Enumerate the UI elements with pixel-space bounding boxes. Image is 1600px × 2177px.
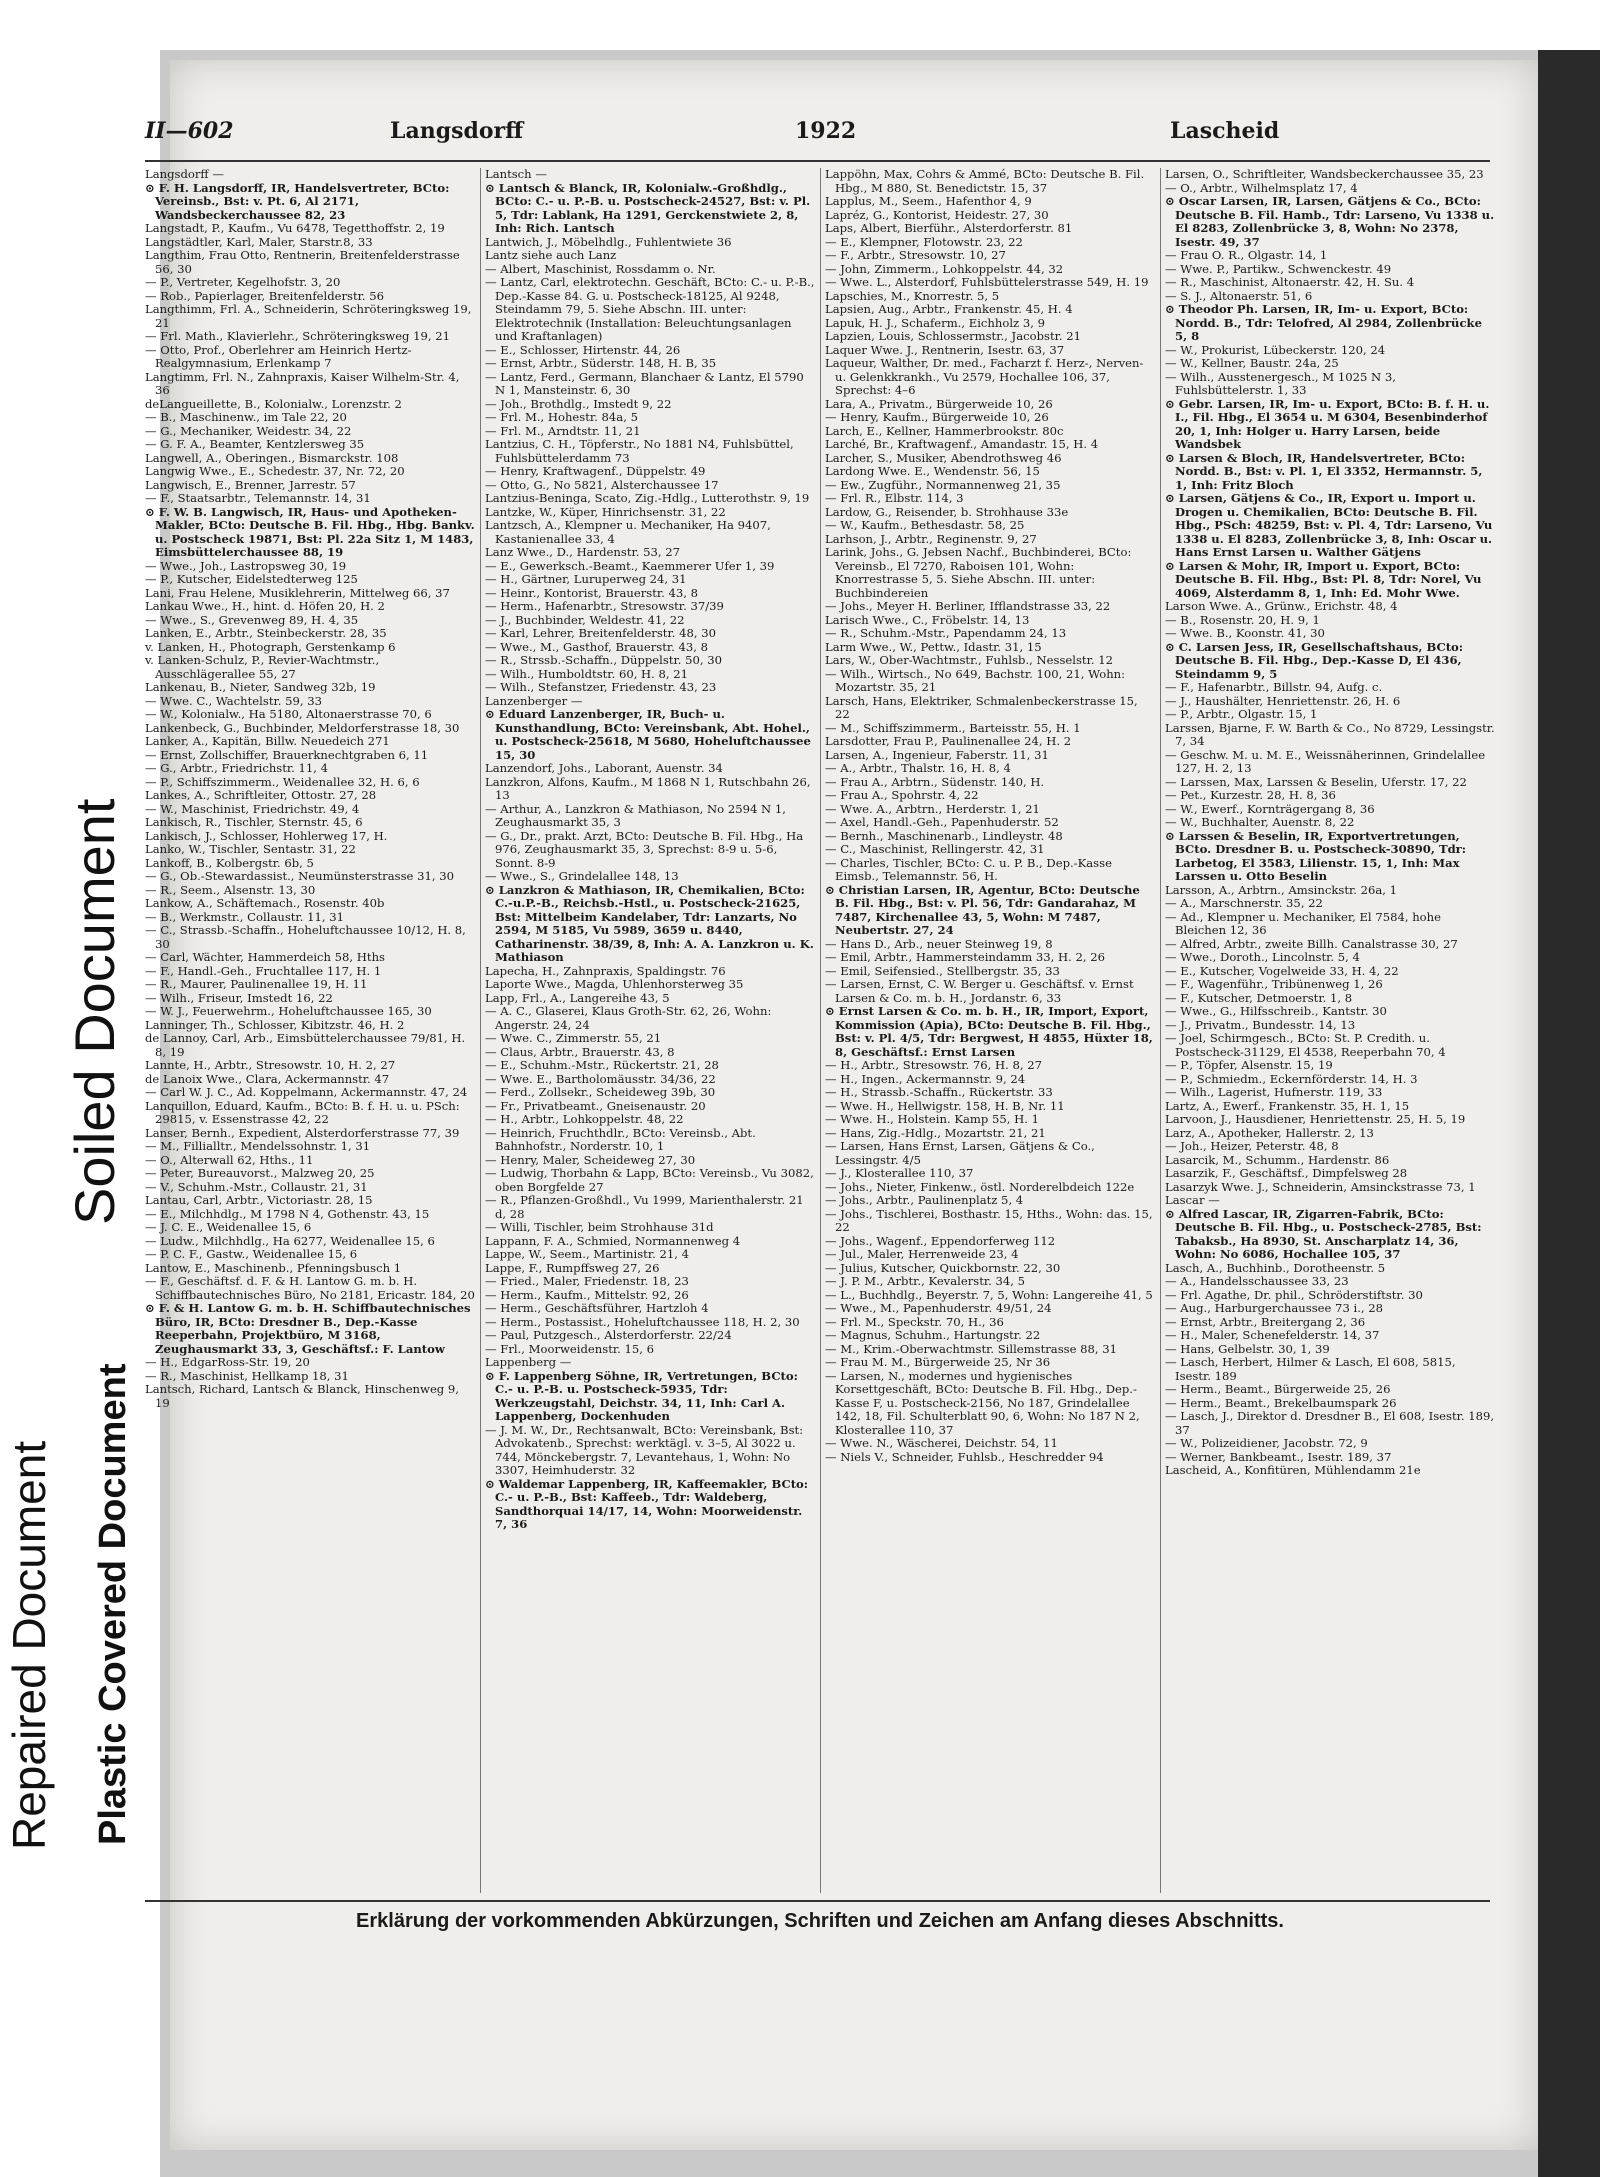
directory-entry: — Rob., Papierlager, Breitenfelderstr. 56: [145, 288, 385, 303]
directory-entry: Larsen, O., Schriftleiter, Wandsbeckerchaussee 35, 23: [1165, 168, 1484, 181]
directory-entry: ⊙ Oscar Larsen, IR, Larsen, Gätjens & Co., BCto: Deutsche B. Fil. Hamb., Tdr: Larseno, Vu 1338 u. El 8283, Zollenbrücke 3, 8, Wohn: No 2378, Isestr. 49, 37: [1165, 194, 1495, 249]
directory-entry: — Henry, Kraftwagenf., Düppelstr. 49: [485, 464, 706, 478]
directory-entry: — Werner, Bankbeamt., Isestr. 189, 37: [1165, 1449, 1392, 1464]
directory-entry: — J., Privatm., Bundesstr. 14, 13: [1165, 1017, 1356, 1032]
directory-entry: — Wwe. A., Arbtrn., Herderstr. 1, 21: [825, 801, 1040, 816]
directory-entry: — Ludwig, Thorbahn & Lapp, BCto: Vereinsb., Vu 3082, oben Borgfelde 27: [485, 1166, 814, 1194]
directory-entry: Lasarzyk Wwe. J., Schneiderin, Amsinckstrasse 73, 1: [1165, 1179, 1476, 1194]
directory-entry: Lapzien, Louis, Schlossermstr., Jacobstr. 21: [825, 329, 1081, 343]
directory-entry: ⊙ Larssen & Beselin, IR, Exportvertretungen, BCto. Dresdner B. u. Postscheck-30890, Tdr: Larbetog, El 3583, Lilienstr. 15, 1, Inh: Max Larssen u. Otto Beselin: [1165, 828, 1467, 883]
directory-entry: — W., Kolonialw., Ha 5180, Altonaerstrasse 70, 6: [145, 707, 432, 721]
directory-entry: Lapréz, G., Kontorist, Heidestr. 27, 30: [825, 207, 1049, 222]
directory-entry: Lappöhn, Max, Cohrs & Ammé, BCto: Deutsche B. Fil. Hbg., M 880, St. Benedictstr. 15, 37: [825, 168, 1145, 195]
directory-entry: Lantzius-Beninga, Scato, Zig.-Hdlg., Lutterothstr. 9, 19: [485, 491, 810, 505]
directory-entry: — Niels V., Schneider, Fuhlsb., Heschredder 94: [825, 1449, 1104, 1464]
directory-entry: — Wilh., Humboldtstr. 60, H. 8, 21: [485, 666, 689, 681]
directory-entry: — E., Milchhdlg., M 1798 N 4, Gothenstr. 43, 15: [145, 1206, 430, 1221]
directory-entry: — Wwe. P., Partikw., Schwenckestr. 49: [1165, 261, 1392, 276]
directory-entry: — Herm., Kaufm., Mittelstr. 92, 26: [485, 1287, 689, 1302]
directory-entry: — Larsen, Ernst, C. W. Berger u. Geschäftsf. v. Ernst Larsen & Co. m. b. H., Jordanstr. 6, 33: [825, 977, 1134, 1005]
directory-entry: — W., Polizeidiener, Jacobstr. 72, 9: [1165, 1436, 1368, 1450]
directory-entry: — Ernst, Arbtr., Süderstr. 148, H. B, 35: [485, 356, 717, 370]
directory-entry: — G., Ob.-Stewardassist., Neumünsterstrasse 31, 30: [145, 869, 454, 883]
directory-entry: — Wwe. C., Wachtelstr. 59, 33: [145, 693, 322, 708]
directory-entry: de Lanoix Wwe., Clara, Ackermannstr. 47: [145, 1071, 390, 1086]
directory-entry: — Johs., Arbtr., Paulinenplatz 5, 4: [825, 1193, 1024, 1207]
directory-entry: — Frl. M., Hohestr. 84a, 5: [485, 410, 638, 424]
directory-entry: Larsdotter, Frau P., Paulinenallee 24, H. 2: [825, 734, 1072, 748]
directory-entry: — G., Dr., prakt. Arzt, BCto: Deutsche B. Fil. Hbg., Ha 976, Zeughausmarkt 35, 3, Sprechst: 8-9 u. 5-6, Sonnt. 8-9: [485, 828, 804, 870]
directory-entry: — Herm., Hafenarbtr., Stresowstr. 37/39: [485, 599, 724, 613]
directory-entry: — W., Ewerf., Kornträgergang 8, 36: [1165, 801, 1375, 816]
directory-entry: ⊙ Lanzkron & Mathiason, IR, Chemikalien, BCto: C.-u.P.-B., Reichsb.-Hstl., u. Postscheck-21625, Bst: Mittelbeim Kandelaber, Tdr: Lanzarts, No 2594, M 5185, Vu 5989, 3659 u. 8440, Catharinenstr. 38/39, 8, Inh: A. A. Lanzkron u. K. Mathiason: [485, 882, 814, 964]
directory-entry: — Wwe., G., Hilfsschreib., Kantstr. 30: [1165, 1004, 1387, 1018]
directory-entry: v. Lanken-Schulz, P., Revier-Wachtmstr., Ausschlägerallee 55, 27: [145, 653, 380, 681]
directory-entry: — Fr., Privatbeamt., Gneisenaustr. 20: [485, 1098, 706, 1113]
directory-entry: Langthimm, Frl. A., Schneiderin, Schröteringksweg 19, 21: [145, 302, 472, 330]
directory-entry: — R., Seem., Alsenstr. 13, 30: [145, 882, 316, 897]
directory-entry: — Otto, Prof., Oberlehrer am Heinrich Hertz-Realgymnasium, Erlenkamp 7: [145, 342, 412, 370]
directory-entry: ⊙ Theodor Ph. Larsen, IR, Im- u. Export, BCto: Nordd. B., Tdr: Telofred, Al 2984, Zollenbrücke 5, 8: [1165, 302, 1482, 343]
directory-entry: Larché, Br., Kraftwagenf., Amandastr. 15, H. 4: [825, 437, 1099, 451]
directory-entry: Larvoon, J., Hausdiener, Henriettenstr. 25, H. 5, 19: [1165, 1112, 1466, 1126]
directory-entry: v. Lanken, H., Photograph, Gerstenkamp 6: [145, 639, 396, 654]
directory-entry: Lantwich, J., Möbelhdlg., Fuhlentwiete 36: [485, 234, 732, 249]
header-rule: [145, 160, 1490, 162]
directory-entry: ⊙ F. & H. Lantow G. m. b. H. Schiffbautechnisches Büro, IR, BCto: Dresdner B., Dep.-Kasse Reeperbahn, Projektbüro, M 3168, Zeughausmarkt 33, 3, Geschäftsf.: F. Lantow: [145, 1301, 471, 1356]
column-divider: [1160, 168, 1161, 1893]
directory-entry: — Wwe., M., Papenhuderstr. 49/51, 24: [825, 1301, 1052, 1315]
directory-entry: — Wwe. L., Alsterdorf, Fuhlsbüttelerstrasse 549, H. 19: [825, 275, 1149, 289]
directory-entry: — H., Maler, Schenefelderstr. 14, 37: [1165, 1328, 1380, 1342]
directory-entry: Langthim, Frau Otto, Rentnerin, Breitenfelderstrasse 56, 30: [145, 248, 460, 276]
scan-dark-edge: [1538, 50, 1600, 2177]
directory-entry: Lankau Wwe., H., hint. d. Höfen 20, H. 2: [145, 599, 385, 613]
directory-entry: Larsson, A., Arbtrn., Amsinckstr. 26a, 1: [1165, 882, 1398, 897]
directory-entry: Lantau, Carl, Arbtr., Victoriastr. 28, 15: [145, 1193, 373, 1207]
footer-note: Erklärung der vorkommenden Abkürzungen, Schriften und Zeichen am Anfang dieses Abschnitts.: [356, 1910, 1284, 1932]
directory-entry: ⊙ F. H. Langsdorff, IR, Handelsvertreter, BCto: Vereinsb., Bst: v. Pt. 6, Al 2171, Wandsbeckerchaussee 82, 23: [145, 180, 450, 222]
directory-entry: — Johs., Nieter, Finkenw., östl. Norderelbdeich 122e: [825, 1179, 1135, 1194]
column-divider: [820, 168, 821, 1893]
directory-entry: Lascheid, A., Konfitüren, Mühlendamm 21e: [1165, 1463, 1421, 1477]
directory-entry: — Frl. M., Speckstr. 70, H., 36: [825, 1314, 1004, 1329]
directory-entry: Lapuk, H. J., Schaferm., Eichholz 3, 9: [825, 315, 1045, 330]
directory-entry: — Wilh., Ausstenergesch., M 1025 N 3, Fuhlsbüttelerstr. 1, 33: [1165, 369, 1396, 397]
directory-entry: — Fried., Maler, Friedenstr. 18, 23: [485, 1274, 689, 1288]
directory-entry: Lara, A., Privatm., Bürgerweide 10, 26: [825, 396, 1053, 411]
directory-entry: — P. C. F., Gastw., Weidenallee 15, 6: [145, 1247, 358, 1261]
directory-entry: — W., Kellner, Baustr. 24a, 25: [1165, 356, 1339, 370]
directory-entry: Laquer Wwe. J., Rentnerin, Isestr. 63, 37: [825, 342, 1065, 357]
directory-entry: — Wilh., Wirtsch., No 649, Bachstr. 100, 21, Wohn: Mozartstr. 35, 21: [825, 666, 1126, 694]
directory-entry: ⊙ Larsen, Gätjens & Co., IR, Export u. Import u. Drogen u. Chemikalien, BCto: Deutsche B. Fil. Hbg., PSch: 48259, Bst: v. Pl. 4, Tdr: Larseno, Vu 1338 u. El 8283, Zollenbrücke 3, 8, Inh: Oscar u. Hans Ernst Larsen u. Walther Gätjens: [1165, 491, 1493, 559]
directory-entry: Laqueur, Walther, Dr. med., Facharzt f. Herz-, Nerven- u. Gelenkkrankh., Vu 2579, Hochallee 106, 37, Sprechst: 4–6: [825, 356, 1144, 397]
directory-entry: — E., Schuhm.-Mstr., Rückertstr. 21, 28: [485, 1058, 719, 1072]
directory-entry: Lapp, Frl., A., Langereihe 43, 5: [485, 990, 670, 1005]
directory-entry: Lanzenberger —: [485, 693, 583, 708]
soiled-document-label: Soiled Document: [63, 798, 126, 1225]
directory-entry: — B., Werkmstr., Collaustr. 11, 31: [145, 909, 344, 924]
directory-entry: — O., Alterwall 62, Hths., 11: [145, 1152, 314, 1167]
directory-entry: — Frl. Agathe, Dr. phil., Schröderstiftstr. 30: [1165, 1287, 1423, 1302]
directory-entry: — J. C. E., Weidenallee 15, 6: [145, 1220, 312, 1234]
directory-entry: — J., Klosterallee 110, 37: [825, 1166, 974, 1180]
directory-entry: Lantzke, W., Küper, Hinrichsenstr. 31, 22: [485, 504, 726, 519]
directory-entry: ⊙ Christian Larsen, IR, Agentur, BCto: Deutsche B. Fil. Hbg., Bst: v. Pl. 56, Tdr: Gandarahaz, M 7487, Kirchenallee 43, 5, Wohn: M 7487, Neubertstr. 27, 24: [825, 882, 1140, 937]
directory-entry: — E., Gewerksch.-Beamt., Kaemmerer Ufer 1, 39: [485, 558, 775, 573]
directory-entry: Larcher, S., Musiker, Abendrothsweg 46: [825, 450, 1062, 465]
directory-entry: — F., Geschäftsf. d. F. & H. Lantow G. m. b. H. Schiffbautechnisches Büro, No 2181, Ericastr. 184, 20: [145, 1274, 475, 1302]
directory-entry: — Ernst, Zollschiffer, Brauerknechtgraben 6, 11: [145, 747, 429, 762]
directory-entry: — Otto, G., No 5821, Alsterchaussee 17: [485, 477, 719, 492]
directory-entry: ⊙ Larsen & Bloch, IR, Handelsvertreter, BCto: Nordd. B., Bst: v. Pl. 1, El 3352, Hermannstr. 5, 1, Inh: Fritz Bloch: [1165, 450, 1483, 492]
directory-entry: — Wwe. H., Hellwigstr. 158, H. B, Nr. 11: [825, 1098, 1065, 1113]
directory-entry: ⊙ Ernst Larsen & Co. m. b. H., IR, Import, Export, Kommission (Apia), BCto: Deutsche B. Fil. Hbg., Bst: v. Pl. 4/5, Tdr: Bergwest, H 4855, Hüxter 18, 8, Geschäftsf.: Ernst Larsen: [825, 1004, 1153, 1059]
directory-entry: — Larsen, Hans Ernst, Larsen, Gätjens & Co., Lessingstr. 4/5: [825, 1139, 1095, 1167]
directory-entry: — Emil, Seifensied., Stellbergstr. 35, 33: [825, 963, 1060, 978]
directory-entry: — Ludw., Milchhdlg., Ha 6277, Weidenallee 15, 6: [145, 1233, 435, 1248]
directory-entry: — P., Vertreter, Kegelhofstr. 3, 20: [145, 275, 341, 289]
directory-entry: — P., Töpfer, Alsenstr. 15, 19: [1165, 1058, 1333, 1072]
directory-entry: Lankisch, R., Tischler, Sternstr. 45, 6: [145, 815, 363, 829]
directory-entry: Laps, Albert, Bierführ., Alsterdorferstr. 81: [825, 221, 1073, 235]
directory-entry: Lappe, W., Seem., Martinistr. 21, 4: [485, 1247, 689, 1261]
directory-entry: — F., Staatsarbtr., Telemannstr. 14, 31: [145, 491, 371, 505]
directory-entry: — Frl. Math., Klavierlehr., Schröteringksweg 19, 21: [145, 329, 451, 343]
directory-entry: — P., Kutscher, Eidelstedterweg 125: [145, 572, 358, 586]
directory-entry: — Magnus, Schuhm., Hartungstr. 22: [825, 1328, 1041, 1342]
directory-entry: — R., Maschinist, Altonaerstr. 42, H. Su. 4: [1165, 275, 1415, 289]
column-divider: [480, 168, 481, 1893]
header-first-entry: Langsdorff: [390, 118, 524, 144]
directory-entry: Lanzendorf, Johs., Laborant, Auenstr. 34: [485, 761, 723, 775]
directory-entry: Lasarcik, M., Schumm., Hardenstr. 86: [1165, 1152, 1390, 1167]
directory-entry: — A., Handelsschaussee 33, 23: [1165, 1274, 1349, 1288]
directory-entry: Larsch, Hans, Elektriker, Schmalenbeckerstrasse 15, 22: [825, 693, 1138, 721]
page-header: [145, 118, 1500, 152]
directory-entry: Lankenau, B., Nieter, Sandweg 32b, 19: [145, 680, 376, 694]
directory-entry: — Johs., Meyer H. Berliner, Ifflandstrasse 33, 22: [825, 599, 1111, 613]
directory-entry: — Ferd., Zollsekr., Scheideweg 39b, 30: [485, 1085, 716, 1099]
directory-entry: — Claus, Arbtr., Brauerstr. 43, 8: [485, 1044, 675, 1059]
directory-entry: — R., Maschinist, Hellkamp 18, 31: [145, 1368, 349, 1383]
directory-entry: — Joh., Brothdlg., Imstedt 9, 22: [485, 396, 672, 411]
directory-entry: — J. P. M., Arbtr., Kevalerstr. 34, 5: [825, 1274, 1025, 1288]
directory-entry: — Joh., Heizer, Peterstr. 48, 8: [1165, 1139, 1339, 1153]
directory-entry: — J., Buchbinder, Weldestr. 41, 22: [485, 612, 685, 627]
directory-entry: — Emil, Arbtr., Hammersteindamm 33, H. 2, 26: [825, 950, 1106, 964]
directory-entry: — R., Pflanzen-Großhdl., Vu 1999, Marienthalerstr. 21 d, 28: [485, 1193, 804, 1221]
directory-entry: Lantzius, C. H., Töpferstr., No 1881 N4, Fuhlsbüttel, Fuhlsbüttelerdamm 73: [485, 437, 794, 465]
directory-entry: — J., Haushälter, Henriettenstr. 26, H. 6: [1165, 693, 1401, 708]
directory-entry: — G. F. A., Beamter, Kentzlersweg 35: [145, 437, 365, 451]
directory-entry: — Bernh., Maschinenarb., Lindleystr. 48: [825, 828, 1063, 843]
directory-entry: — J. M. W., Dr., Rechtsanwalt, BCto: Vereinsbank, Bst: Advokatenb., Sprechst: werktägl. v. 3–5, Al 3022 u. 744, Mönckebergstr. 7, Levantehaus, 1, Wohn: No 3307, Heimhuderstr. 32: [485, 1422, 804, 1477]
directory-entry: Lankoff, B., Kolbergstr. 6b, 5: [145, 855, 314, 870]
directory-entry: — W. J., Feuerwehrm., Hoheluftchaussee 165, 30: [145, 1004, 432, 1018]
directory-entry: Larsen, A., Ingenieur, Faberstr. 11, 31: [825, 747, 1049, 762]
directory-entry: — Wwe., M., Gasthof, Brauerstr. 43, 8: [485, 639, 709, 654]
directory-entry: Larson Wwe. A., Grünw., Erichstr. 48, 4: [1165, 599, 1398, 613]
directory-entry: Lankenbeck, G., Buchbinder, Meldorferstrasse 18, 30: [145, 720, 460, 735]
directory-entry: — G., Arbtr., Friedrichstr. 11, 4: [145, 761, 329, 775]
directory-entry: — Larsen, N., modernes und hygienisches Korsettgeschäft, BCto: Deutsche B. Fil. Hbg., Dep.-Kasse F, u. Postscheck-2156, No 187, Grindelallee 142, 18, Fil. Schulterblatt 90, 6, Wohn: No 187 N 2, Klosterallee 110, 37: [825, 1368, 1140, 1437]
directory-entry: — Wwe. N., Wäscherei, Deichstr. 54, 11: [825, 1436, 1058, 1450]
directory-entry: ⊙ C. Larsen Jess, IR, Gesellschaftshaus, BCto: Deutsche B. Fil. Hbg., Dep.-Kasse D, El 436, Steindamm 9, 5: [1165, 639, 1464, 681]
directory-entry: Lardong Wwe. E., Wendenstr. 56, 15: [825, 464, 1040, 478]
directory-entry: — Paul, Putzgesch., Alsterdorferstr. 22/24: [485, 1328, 732, 1342]
directory-entry: — Charles, Tischler, BCto: C. u. P. B., Dep.-Kasse Eimsb., Telemannstr. 56, H.: [825, 855, 1112, 883]
directory-entry: — Frau O. R., Olgastr. 14, 1: [1165, 248, 1328, 262]
directory-entry: ⊙ Eduard Lanzenberger, IR, Buch- u. Kunsthandlung, BCto: Vereinsbank, Abt. Hohel., u. Postscheck-25618, M 5680, Hoheluftchaussee 15, 30: [485, 707, 811, 762]
directory-entry: — Lantz, Carl, elektrotechn. Geschäft, BCto: C.- u. P.-B., Dep.-Kasse 84. G. u. Postscheck-18125, Al 9248, Steindamm 79, 5. Siehe Abschn. III. unter: Elektrotechnik (Installation: Beleuchtungsanlagen und Kraftanlagen): [485, 275, 815, 343]
directory-entry: Lapplus, M., Seem., Hafenthor 4, 9: [825, 194, 1032, 208]
directory-entry: — R., Strssb.-Schaffn., Düppelstr. 50, 30: [485, 653, 723, 667]
directory-entry: Lantsch —: [485, 168, 547, 181]
directory-entry: — L., Buchhdlg., Beyerstr. 7, 5, Wohn: Langereihe 41, 5: [825, 1287, 1153, 1302]
directory-entry: Larssen, Bjarne, F. W. Barth & Co., No 8729, Lessingstr. 7, 34: [1165, 720, 1495, 748]
directory-entry: — Wilh., Friseur, Imstedt 16, 22: [145, 990, 333, 1005]
directory-entry: — M., Schiffszimmerm., Barteisstr. 55, H. 1: [825, 720, 1081, 735]
directory-entry: — S. J., Altonaerstr. 51, 6: [1165, 288, 1313, 303]
directory-entry: Lartz, A., Ewerf., Frankenstr. 35, H. 1, 15: [1165, 1098, 1410, 1113]
directory-column-1: [145, 168, 475, 1893]
directory-entry: — Frau A., Spohrstr. 4, 22: [825, 788, 979, 802]
directory-entry: ⊙ F. Lappenberg Söhne, IR, Vertretungen, BCto: C.- u. P.-B. u. Postscheck-5935, Tdr: Werkzeugstahl, Deichstr. 34, 11, Inh: Carl A. Lappenberg, Dockenhuden: [485, 1368, 798, 1423]
directory-entry: ⊙ F. W. B. Langwisch, IR, Haus- und Apotheken-Makler, BCto: Deutsche B. Fil. Hbg., Hbg. Bankv. u. Postscheck 19871, Bst: Pl. 22a Sitz 1, M 1483, Eimsbüttelerchaussee 88, 19: [145, 504, 475, 559]
directory-entry: — H., Gärtner, Luruperweg 24, 31: [485, 572, 687, 586]
directory-entry: — Geschw. M. u. M. E., Weissnäherinnen, Grindelallee 127, H. 2, 13: [1165, 747, 1486, 775]
directory-entry: — P., Schmiedm., Eckernförderstr. 14, H. 3: [1165, 1071, 1418, 1086]
directory-entry: Langsdorff —: [145, 168, 224, 181]
directory-entry: Lankow, A., Schäftemach., Rosenstr. 40b: [145, 896, 385, 910]
directory-entry: — F., Handl.-Geh., Fruchtallee 117, H. 1: [145, 963, 382, 978]
directory-entry: — A. C., Glaserei, Klaus Groth-Str. 62, 26, Wohn: Angerstr. 24, 24: [485, 1004, 772, 1032]
directory-entry: Lannte, H., Arbtr., Stresowstr. 10, H. 2, 27: [145, 1058, 396, 1072]
directory-entry: — Herm., Geschäftsführer, Hartzloh 4: [485, 1301, 709, 1315]
directory-entry: — Wwe. E., Bartholomäusstr. 34/36, 22: [485, 1071, 716, 1086]
directory-entry: Lantow, E., Maschinenb., Pfenningsbusch 1: [145, 1260, 402, 1275]
directory-entry: Lapschies, M., Knorrestr. 5, 5: [825, 288, 1000, 303]
directory-entry: Larisch Wwe., C., Fröbelstr. 14, 13: [825, 612, 1030, 627]
directory-entry: — Axel, Handl.-Geh., Papenhuderstr. 52: [825, 815, 1059, 829]
directory-entry: — F., Arbtr., Stresowstr. 10, 27: [825, 248, 1006, 262]
directory-entry: Lanzkron, Alfons, Kaufm., M 1868 N 1, Rutschbahn 26, 13: [485, 774, 811, 802]
directory-entry: Lani, Frau Helene, Musiklehrerin, Mittelweg 66, 37: [145, 585, 450, 600]
directory-entry: — Wilh., Lagerist, Hufnerstr. 119, 33: [1165, 1085, 1383, 1099]
directory-entry: Lanker, A., Kapitän, Billw. Neuedeich 271: [145, 734, 390, 748]
directory-entry: Lantz siehe auch Lanz: [485, 248, 617, 262]
directory-entry: — Joel, Schirmgesch., BCto: St. P. Credith. u. Postscheck-31129, El 4538, Reeperbahn 70, 4: [1165, 1031, 1446, 1059]
directory-entry: Lasarzik, F., Geschäftsf., Dimpfelsweg 28: [1165, 1166, 1408, 1180]
directory-entry: — Johs., Tischlerei, Bosthastr. 15, Hths., Wohn: das. 15, 22: [825, 1206, 1153, 1234]
directory-entry: — Frl., Moorweidenstr. 15, 6: [485, 1341, 654, 1356]
directory-entry: — Wwe., S., Grevenweg 89, H. 4, 35: [145, 612, 359, 627]
directory-column-2: [485, 168, 815, 1893]
directory-entry: — W., Prokurist, Lübeckerstr. 120, 24: [1165, 342, 1386, 357]
directory-entry: — Lantz, Ferd., Germann, Blanchaer & Lantz, El 5790 N 1, Mansteinstr. 6, 30: [485, 369, 804, 397]
directory-entry: — Alfred, Arbtr., zweite Billh. Canalstrasse 30, 27: [1165, 936, 1458, 951]
directory-entry: — F., Hafenarbtr., Billstr. 94, Aufg. c.: [1165, 680, 1383, 694]
repaired-document-label: Repaired Document: [3, 1440, 55, 1850]
directory-entry: — M., Krim.-Oberwachtmstr. Sillemstrasse 88, 31: [825, 1341, 1118, 1356]
directory-entry: — Wwe. B., Koonstr. 41, 30: [1165, 626, 1325, 640]
directory-column-4: [1165, 168, 1495, 1893]
directory-entry: Lanquillon, Eduard, Kaufm., BCto: B. f. H. u. u. PSch: 29815, v. Essenstrasse 42, 22: [145, 1098, 460, 1126]
directory-entry: Larch, E., Kellner, Hammerbrookstr. 80c: [825, 423, 1064, 438]
directory-entry: Laporte Wwe., Magda, Uhlenhorsterweg 35: [485, 977, 744, 991]
directory-entry: — R., Schuhm.-Mstr., Papendamm 24, 13: [825, 626, 1067, 640]
directory-entry: — Wwe., S., Grindelallee 148, 13: [485, 869, 679, 883]
directory-entry: — E., Schlosser, Hirtenstr. 44, 26: [485, 342, 681, 357]
directory-entry: — Pet., Kurzestr. 28, H. 8, 36: [1165, 788, 1336, 802]
directory-entry: — Jul., Maler, Herrenweide 23, 4: [825, 1247, 1019, 1261]
page-number: II—602: [145, 118, 234, 144]
directory-entry: — Henry, Kaufm., Bürgerweide 10, 26: [825, 410, 1049, 424]
directory-entry: — H., Ingen., Ackermannstr. 9, 24: [825, 1071, 1026, 1086]
directory-entry: Lanser, Bernh., Expedient, Alsterdorferstrasse 77, 39: [145, 1125, 460, 1140]
directory-entry: — Albert, Maschinist, Rossdamm o. Nr.: [485, 261, 716, 276]
directory-entry: ⊙ Alfred Lascar, IR, Zigarren-Fabrik, BCto: Deutsche B. Fil. Hbg., u. Postscheck-2785, Bst: Tabaksb., Ha 8930, St. Anscharplatz 14, 36, Wohn: No 6086, Hochallee 105, 37: [1165, 1206, 1482, 1261]
directory-entry: — Frl. R., Elbstr. 114, 3: [825, 491, 964, 505]
directory-entry: Langstadt, P., Kaufm., Vu 6478, Tegetthoffstr. 2, 19: [145, 221, 445, 235]
directory-entry: — Lasch, J., Direktor d. Dresdner B., El 608, Isestr. 189, 37: [1165, 1409, 1495, 1437]
directory-entry: — F., Wagenführ., Tribünenweg 1, 26: [1165, 977, 1383, 991]
directory-entry: Lantzsch, A., Klempner u. Mechaniker, Ha 9407, Kastanienallee 33, 4: [485, 518, 771, 546]
directory-entry: — R., Maurer, Paulinenallee 19, H. 11: [145, 977, 368, 991]
directory-entry: — W., Kaufm., Bethesdastr. 58, 25: [825, 518, 1025, 532]
directory-entry: Langwig Wwe., E., Schedestr. 37, Nr. 72, 20: [145, 464, 405, 478]
directory-entry: — Julius, Kutscher, Quickbornstr. 22, 30: [825, 1260, 1061, 1275]
header-year: 1922: [795, 118, 857, 144]
directory-entry: — Johs., Wagenf., Eppendorferweg 112: [825, 1233, 1056, 1248]
directory-entry: Lankisch, J., Schlosser, Hohlerweg 17, H.: [145, 828, 388, 843]
directory-entry: — John, Zimmerm., Lohkoppelstr. 44, 32: [825, 261, 1064, 276]
directory-entry: — Willi, Tischler, beim Strohhause 31d: [485, 1220, 714, 1234]
directory-entry: — Karl, Lehrer, Breitenfelderstr. 48, 30: [485, 626, 716, 640]
directory-entry: Lars, W., Ober-Wachtmstr., Fuhlsb., Nesselstr. 12: [825, 653, 1113, 667]
directory-entry: — Carl, Wächter, Hammerdeich 58, Hths: [145, 950, 385, 964]
directory-entry: — Arthur, A., Lanzkron & Mathiason, No 2594 N 1, Zeughausmarkt 35, 3: [485, 801, 786, 829]
directory-entry: — Carl W. J. C., Ad. Koppelmann, Ackermannstr. 47, 24: [145, 1085, 468, 1099]
directory-entry: Lapsien, Aug., Arbtr., Frankenstr. 45, H. 4: [825, 302, 1073, 316]
directory-entry: — P., Schiffszimmerm., Weidenallee 32, H. 6, 6: [145, 774, 420, 789]
directory-entry: Lanninger, Th., Schlosser, Kibitzstr. 46, H. 2: [145, 1017, 405, 1032]
directory-entry: — H., Strassb.-Schaffn., Rückertstr. 33: [825, 1085, 1053, 1099]
directory-entry: — G., Mechaniker, Weidestr. 34, 22: [145, 423, 352, 438]
directory-entry: — C., Strassb.-Schaffn., Hoheluftchaussee 10/12, H. 8, 30: [145, 923, 466, 951]
directory-entry: — Wilh., Stefanstzer, Friedenstr. 43, 23: [485, 680, 717, 694]
directory-entry: — Herm., Beamt., Bürgerweide 25, 26: [1165, 1382, 1391, 1396]
directory-entry: — E., Klempner, Flotowstr. 23, 22: [825, 234, 1023, 249]
directory-entry: — F., Kutscher, Detmoerstr. 1, 8: [1165, 990, 1353, 1005]
directory-entry: Lappenberg —: [485, 1355, 572, 1369]
directory-entry: — W., Maschinist, Friedrichstr. 49, 4: [145, 801, 360, 816]
directory-entry: Lappe, F., Rumpffsweg 27, 26: [485, 1260, 660, 1275]
directory-entry: — H., Arbtr., Stresowstr. 76, H. 8, 27: [825, 1058, 1042, 1072]
directory-entry: ⊙ Gebr. Larsen, IR, Im- u. Export, BCto: B. f. H. u. I., Fil. Hbg., El 3654 u. M 6304, Besenbinderhof 20, 1, Inh: Holger u. Harry Larsen, beide Wandsbek: [1165, 396, 1490, 451]
directory-entry: Larz, A., Apotheker, Hallerstr. 2, 13: [1165, 1125, 1374, 1140]
directory-entry: — Wwe., Doroth., Lincolnstr. 5, 4: [1165, 950, 1360, 964]
directory-column-3: [825, 168, 1155, 1893]
directory-entry: — C., Maschinist, Rellingerstr. 42, 31: [825, 842, 1045, 856]
directory-entry: — H., Arbtr., Lohkoppelstr. 48, 22: [485, 1112, 684, 1126]
footer-rule: [145, 1900, 1490, 1902]
directory-entry: — Larssen, Max, Larssen & Beselin, Uferstr. 17, 22: [1165, 774, 1467, 789]
directory-entry: Lanz Wwe., D., Hardenstr. 53, 27: [485, 545, 681, 559]
directory-entry: — M., Fillialltr., Mendelssohnstr. 1, 31: [145, 1139, 371, 1153]
directory-entry: — Ew., Zugführ., Normannenweg 21, 35: [825, 477, 1061, 492]
directory-entry: de Lannoy, Carl, Arb., Eimsbüttelerchaussee 79/81, H. 8, 19: [145, 1031, 466, 1059]
directory-entry: — V., Schuhm.-Mstr., Collaustr. 21, 31: [145, 1179, 368, 1194]
directory-entry: Lascar —: [1165, 1193, 1220, 1207]
directory-entry: — Frl. M., Arndtstr. 11, 21: [485, 423, 641, 438]
directory-entry: — Hans, Zig.-Hdlg., Mozartstr. 21, 21: [825, 1125, 1046, 1140]
directory-entry: — Henry, Maler, Scheideweg 27, 30: [485, 1152, 696, 1167]
directory-entry: — Ad., Klempner u. Mechaniker, El 7584, hohe Bleichen 12, 36: [1165, 909, 1441, 937]
directory-entry: Lanko, W., Tischler, Sentastr. 31, 22: [145, 842, 356, 856]
directory-entry: — B., Rosenstr. 20, H. 9, 1: [1165, 612, 1320, 627]
directory-entry: — Wwe. H., Holstein. Kamp 55, H. 1: [825, 1112, 1039, 1126]
directory-entry: — Aug., Harburgerchaussee 73 i., 28: [1165, 1301, 1384, 1315]
directory-entry: — A., Arbtr., Thalstr. 16, H. 8, 4: [825, 761, 1011, 775]
directory-entry: — B., Maschinenw., im Tale 22, 20: [145, 410, 347, 424]
directory-entry: Langwell, A., Oberingen., Bismarckstr. 108: [145, 450, 399, 465]
directory-entry: — Lasch, Herbert, Hilmer & Lasch, El 608, 5815, Isestr. 189: [1165, 1355, 1456, 1383]
directory-entry: Langstädtler, Karl, Maler, Starstr.8, 33: [145, 234, 373, 249]
directory-entry: ⊙ Larsen & Mohr, IR, Import u. Export, BCto: Deutsche B. Fil. Hbg., Bst: Pl. 8, Tdr: Norel, Vu 4069, Alsterdamm 8, 1, Inh: Ed. Mohr Wwe.: [1165, 558, 1482, 600]
directory-entry: Larink, Johs., G. Jebsen Nachf., Buchbinderei, BCto: Vereinsb., El 7270, Raboisen 101, Wohn: Knorrestrasse 5, 5. Siehe Abschn. III. unter: Buchbindereien: [825, 545, 1132, 600]
directory-entry: — W., Buchhalter, Auenstr. 8, 22: [1165, 815, 1355, 829]
directory-entry: Lantsch, Richard, Lantsch & Blanck, Hinschenweg 9, 19: [145, 1382, 459, 1410]
directory-entry: Lasch, A., Buchhinb., Dorotheenstr. 5: [1165, 1260, 1386, 1275]
directory-entry: — Wwe., Joh., Lastropsweg 30, 19: [145, 558, 347, 573]
directory-entry: Lapecha, H., Zahnpraxis, Spaldingstr. 76: [485, 963, 726, 978]
directory-entry: Lankes, A., Schriftleiter, Ottostr. 27, 28: [145, 788, 377, 802]
directory-entry: — Heinr., Kontorist, Brauerstr. 43, 8: [485, 585, 699, 600]
directory-entry: ⊙ Waldemar Lappenberg, IR, Kaffeemakler, BCto: C.- u. P.-B., Bst: Kaffeeb., Tdr: Waldeberg, Sandthorquai 14/17, 14, Wohn: Moorweidenstr. 7, 36: [485, 1476, 809, 1531]
directory-entry: — H., EdgarRoss-Str. 19, 20: [145, 1355, 310, 1369]
directory-entry: — Ernst, Arbtr., Breitergang 2, 36: [1165, 1314, 1366, 1329]
directory-entry: — P., Arbtr., Olgastr. 15, 1: [1165, 707, 1318, 721]
directory-entry: — Herm., Postassist., Hoheluftchaussee 118, H. 2, 30: [485, 1314, 800, 1329]
directory-entry: — Heinrich, Fruchthdlr., BCto: Vereinsb., Abt. Bahnhofstr., Norderstr. 10, 1: [485, 1125, 756, 1153]
header-last-entry: Lascheid: [1170, 118, 1280, 144]
directory-entry: deLangueillette, B., Kolonialw., Lorenzstr. 2: [145, 396, 402, 411]
directory-entry: Lanken, E., Arbtr., Steinbeckerstr. 28, 35: [145, 626, 387, 640]
plastic-covered-document-label: Plastic Covered Document: [92, 1363, 134, 1845]
directory-entry: Lappann, F. A., Schmied, Normannenweg 4: [485, 1233, 741, 1248]
directory-entry: — Peter, Bureauvorst., Malzweg 20, 25: [145, 1166, 375, 1180]
directory-entry: Langwisch, E., Brenner, Jarrestr. 57: [145, 477, 356, 492]
directory-entry: Langtimm, Frl. N., Zahnpraxis, Kaiser Wilhelm-Str. 4, 36: [145, 369, 460, 397]
directory-entry: — Frau A., Arbtrn., Südenstr. 140, H.: [825, 774, 1045, 789]
directory-entry: — Hans, Gelbelstr. 30, 1, 39: [1165, 1341, 1330, 1356]
directory-entry: — O., Arbtr., Wilhelmsplatz 17, 4: [1165, 180, 1358, 195]
directory-entry: Lardow, G., Reisender, b. Strohhause 33e: [825, 504, 1069, 519]
directory-entry: — E., Kutscher, Vogelweide 33, H. 4, 22: [1165, 963, 1399, 978]
directory-entry: — Wwe. C., Zimmerstr. 55, 21: [485, 1031, 662, 1045]
directory-entry: — Herm., Beamt., Brekelbaumspark 26: [1165, 1395, 1397, 1410]
directory-entry: — Hans D., Arb., neuer Steinweg 19, 8: [825, 936, 1053, 951]
directory-entry: Larhson, J., Arbtr., Reginenstr. 9, 27: [825, 531, 1037, 546]
directory-entry: Larm Wwe., W., Pettw., Idastr. 31, 15: [825, 639, 1042, 654]
directory-entry: — A., Marschnerstr. 35, 22: [1165, 896, 1323, 910]
directory-entry: — Frau M. M., Bürgerweide 25, Nr 36: [825, 1355, 1051, 1369]
directory-entry: ⊙ Lantsch & Blanck, IR, Kolonialw.-Großhdlg., BCto: C.- u. P.-B. u. Postscheck-24527, Bst: v. Pl. 5, Tdr: Lablank, Ha 1291, Gerckenstwiete 2, 8, Inh: Rich. Lantsch: [485, 180, 811, 235]
